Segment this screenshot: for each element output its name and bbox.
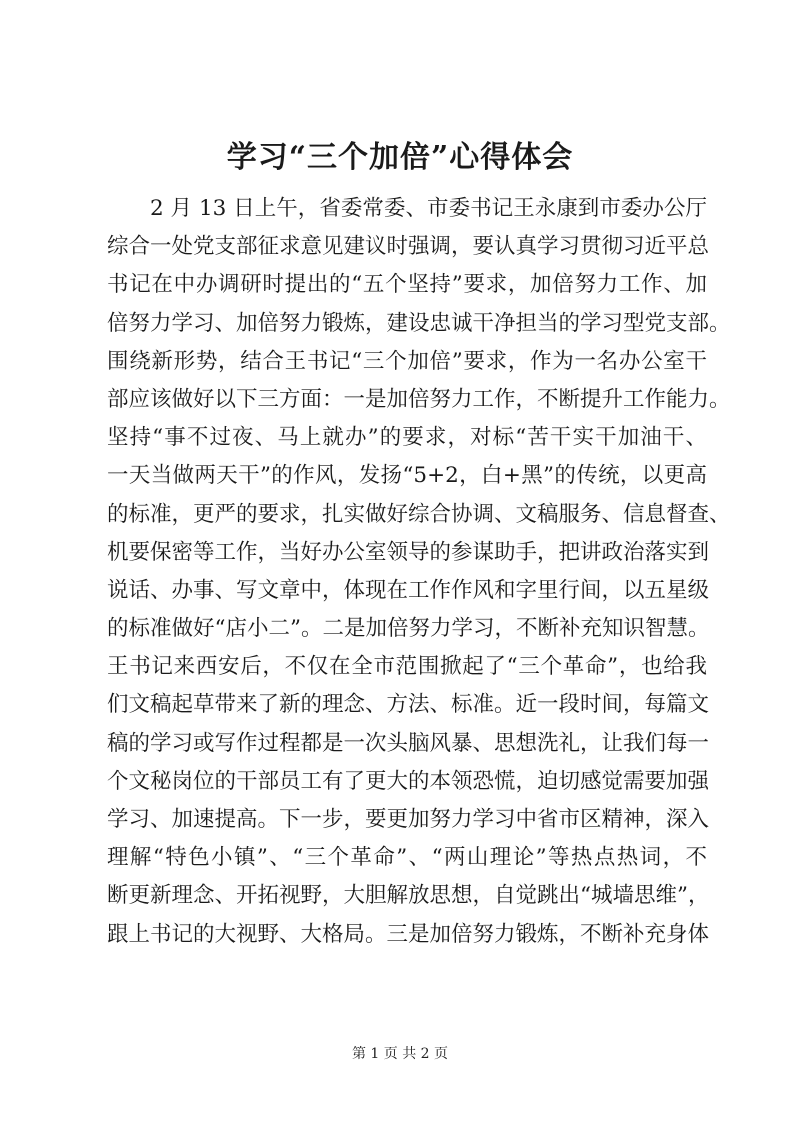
body-line: 机要保密等工作，当好办公室领导的参谋助手，把讲政治落实到 bbox=[107, 539, 710, 565]
body-line: 书记在中办调研时提出的“五个坚持”要求，加倍努力工作、加 bbox=[107, 272, 707, 298]
body-line: 们文稿起草带来了新的理念、方法、标准。近一段时间，每篇文 bbox=[107, 692, 710, 718]
body-line: 综合一处党支部征求意见建议时强调，要认真学习贯彻习近平总 bbox=[107, 234, 710, 260]
body-line: 部应该做好以下三方面：一是加倍努力工作，不断提升工作能力。 bbox=[107, 386, 731, 412]
body-line: 的标准做好“店小二”。二是加倍努力学习，不断补充知识智慧。 bbox=[107, 616, 710, 642]
body-line: 倍努力学习、加倍努力锻炼，建设忠诚干净担当的学习型党支部。 bbox=[107, 310, 731, 336]
document-body bbox=[107, 190, 731, 954]
page-footer: 第 1 页 共 2 页 bbox=[351, 1046, 449, 1062]
document-title: 学习“三个加倍”心得体会 bbox=[226, 140, 574, 175]
body-line: 王书记来西安后，不仅在全市范围掀起了“三个革命”，也给我 bbox=[107, 654, 707, 680]
body-line: 理解“特色小镇”、“三个革命”、“两山理论”等热点热词，不 bbox=[107, 845, 707, 871]
body-line: 围绕新形势，结合王书记“三个加倍”要求，作为一名办公室干 bbox=[107, 348, 707, 374]
body-line: 稿的学习或写作过程都是一次头脑风暴、思想洗礼，让我们每一 bbox=[107, 730, 710, 756]
body-line: 2 月 13 日上午，省委常委、市委书记王永康到市委办公厅 bbox=[150, 196, 707, 221]
body-line: 学习、加速提高。下一步，要更加努力学习中省市区精神，深入 bbox=[107, 807, 710, 832]
body-line: 个文秘岗位的干部员工有了更大的本领恐慌，迫切感觉需要加强 bbox=[107, 768, 710, 794]
body-line: 跟上书记的大视野、大格局。三是加倍努力锻炼，不断补充身体 bbox=[107, 921, 710, 947]
body-line: 说话、办事、写文章中，体现在工作作风和字里行间，以五星级 bbox=[107, 577, 710, 603]
body-line: 坚持“事不过夜、马上就办”的要求，对标“苦干实干加油干、 bbox=[107, 425, 707, 451]
body-line: 一天当做两天干”的作风，发扬“5+2，白+黑”的传统，以更高 bbox=[107, 463, 707, 489]
body-line: 断更新理念、开拓视野，大胆解放思想，自觉跳出“城墙思维”， bbox=[107, 883, 710, 909]
body-line: 的标准，更严的要求，扎实做好综合协调、文稿服务、信息督查、 bbox=[107, 501, 731, 527]
